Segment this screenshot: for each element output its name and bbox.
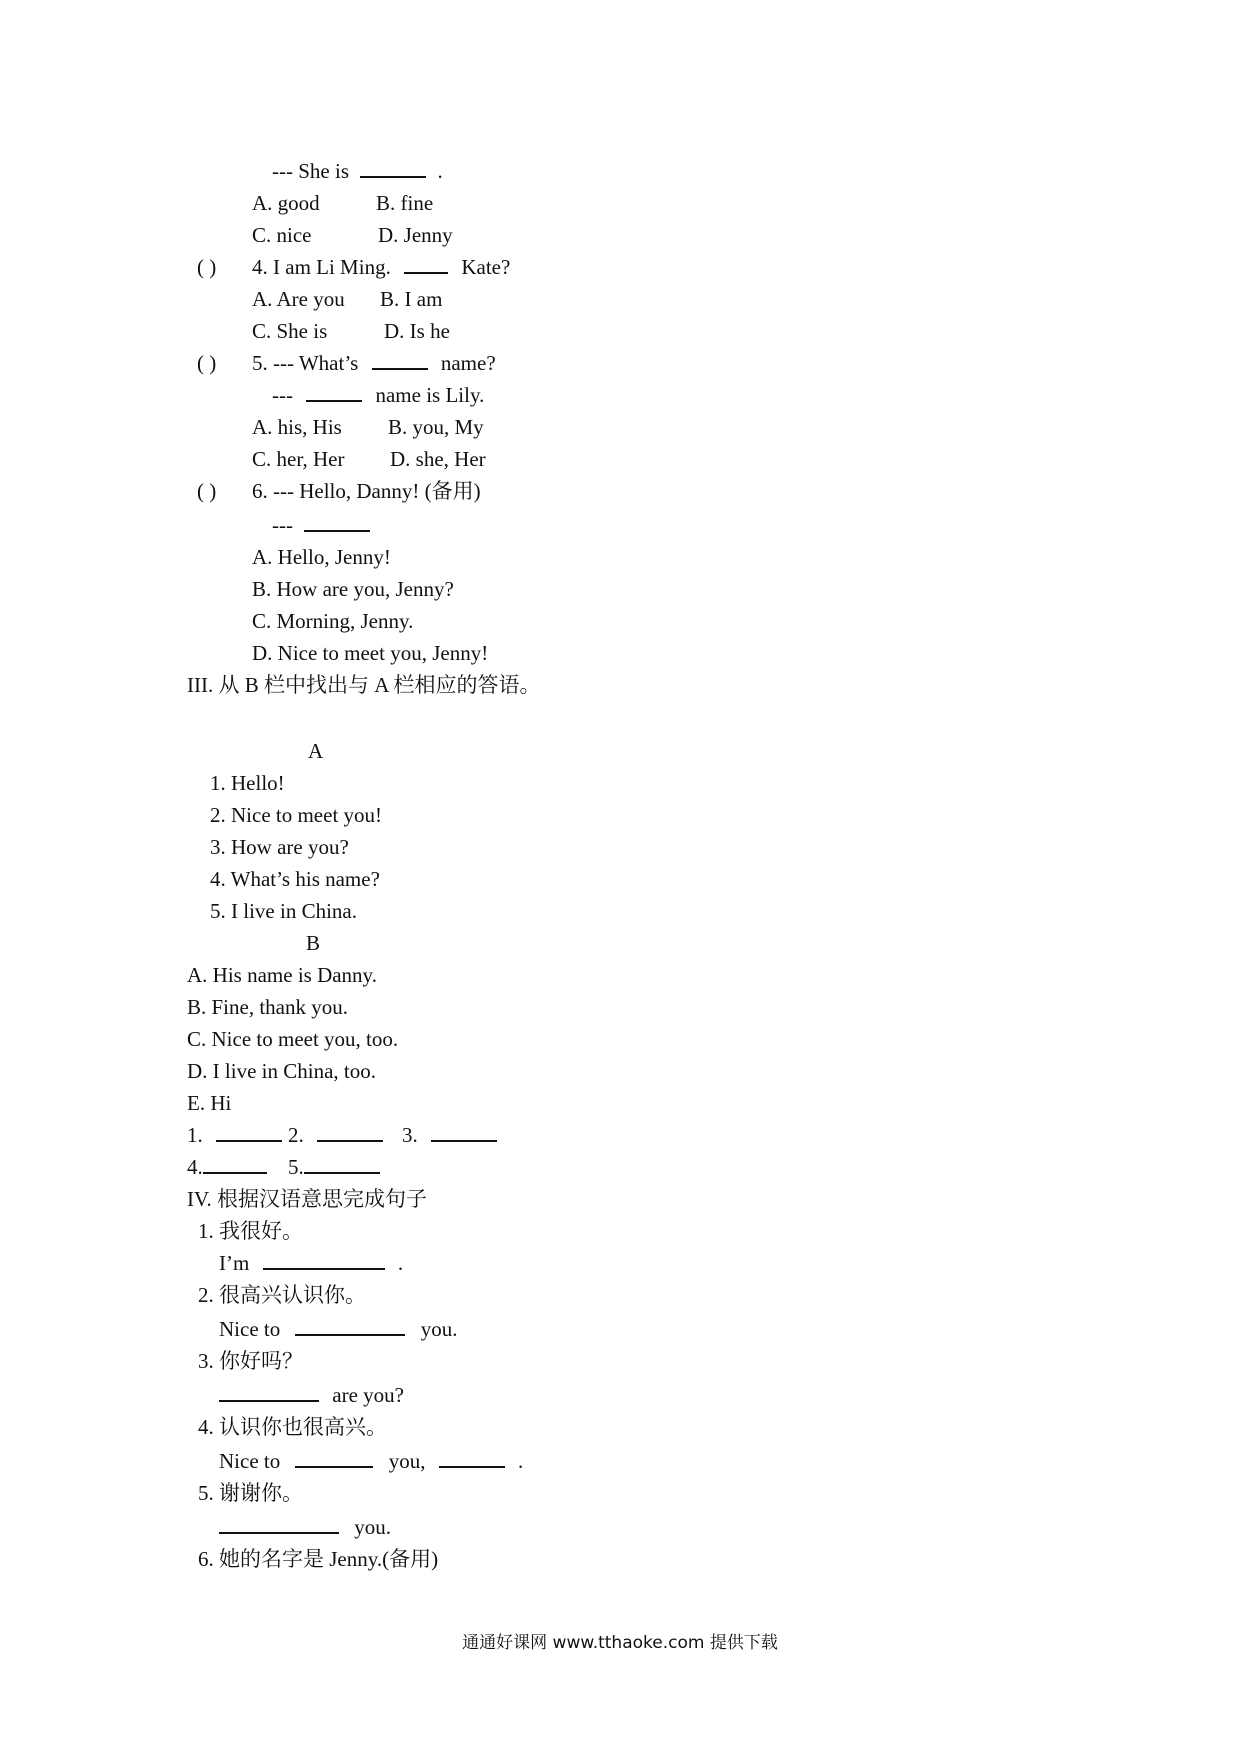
translation-sentence: Nice to you. bbox=[219, 1317, 458, 1341]
answer-blank bbox=[216, 1122, 282, 1142]
q6-option-b: B. How are you, Jenny? bbox=[252, 577, 454, 601]
column-a-item: 4. What’s his name? bbox=[210, 867, 380, 891]
q3-answer-line: --- She is . bbox=[272, 159, 443, 183]
column-b-item: E. Hi bbox=[187, 1091, 232, 1115]
answer-blank bbox=[306, 382, 362, 402]
answer-blank bbox=[263, 1250, 385, 1270]
column-b-item: A. His name is Danny. bbox=[187, 963, 377, 987]
translation-prompt: 3. 你好吗？ bbox=[198, 1349, 303, 1373]
answer-blank bbox=[372, 350, 428, 370]
column-b-item: B. Fine, thank you. bbox=[187, 995, 348, 1019]
translation-prompt: 1. 我很好。 bbox=[198, 1219, 303, 1243]
translation-prompt: 5. 谢谢你。 bbox=[198, 1481, 303, 1505]
column-b-header: B bbox=[306, 931, 321, 955]
answer-blank bbox=[295, 1448, 373, 1468]
column-a-item: 3. How are you? bbox=[210, 835, 349, 859]
column-a-header: A bbox=[308, 739, 324, 763]
q6-stem: 6. --- Hello, Danny! (备用) bbox=[252, 479, 481, 503]
answer-blank bbox=[439, 1448, 505, 1468]
page-footer: 通通好课网 www.tthaoke.com 提供下载 bbox=[462, 1633, 778, 1653]
q4-paren: ( ) bbox=[197, 255, 217, 279]
q6-option-c: C. Morning, Jenny. bbox=[252, 609, 414, 633]
match-answer-4: 4. bbox=[187, 1154, 267, 1180]
q3-option-a: A. good bbox=[252, 191, 320, 215]
answer-blank bbox=[304, 512, 370, 532]
q6-paren: ( ) bbox=[197, 479, 217, 503]
q5-option-d: D. she, Her bbox=[390, 447, 486, 471]
q5-paren: ( ) bbox=[197, 351, 217, 375]
section3-title: III. 从 B 栏中找出与 A 栏相应的答语。 bbox=[187, 673, 541, 697]
column-a-item: 5. I live in China. bbox=[210, 899, 357, 923]
q5-option-c: C. her, Her bbox=[252, 447, 345, 471]
column-a-item: 1. Hello! bbox=[210, 771, 285, 795]
q3-option-d: D. Jenny bbox=[378, 223, 453, 247]
q4-option-d: D. Is he bbox=[384, 319, 450, 343]
section4-title: IV. 根据汉语意思完成句子 bbox=[187, 1187, 427, 1211]
answer-blank bbox=[304, 1154, 380, 1174]
translation-sentence: I’m . bbox=[219, 1251, 404, 1275]
match-answer-1: 1. bbox=[187, 1122, 282, 1148]
answer-blank bbox=[431, 1122, 497, 1142]
q5-option-b: B. you, My bbox=[388, 415, 484, 439]
answer-blank bbox=[295, 1316, 405, 1336]
match-answer-2: 2. bbox=[288, 1122, 383, 1148]
q5-stem: 5. --- What’s name? bbox=[252, 351, 496, 375]
q3-option-b: B. fine bbox=[376, 191, 434, 215]
translation-sentence: you. bbox=[219, 1514, 391, 1540]
answer-blank bbox=[219, 1382, 319, 1402]
answer-blank bbox=[360, 158, 426, 178]
q3-option-c: C. nice bbox=[252, 223, 312, 247]
answer-blank bbox=[203, 1154, 267, 1174]
q4-option-b: B. I am bbox=[380, 287, 443, 311]
answer-blank bbox=[404, 254, 448, 274]
match-answer-5: 5. bbox=[288, 1154, 380, 1180]
q6-answer-line: --- bbox=[272, 512, 376, 538]
translation-prompt: 2. 很高兴认识你。 bbox=[198, 1283, 366, 1307]
q4-stem: 4. I am Li Ming. Kate? bbox=[252, 255, 511, 279]
translation-prompt: 6. 她的名字是 Jenny.(备用) bbox=[198, 1547, 439, 1571]
translation-sentence: Nice to you, . bbox=[219, 1449, 524, 1473]
column-a-item: 2. Nice to meet you! bbox=[210, 803, 383, 827]
match-answer-3: 3. bbox=[402, 1122, 497, 1148]
q4-option-a: A. Are you bbox=[252, 287, 345, 311]
q4-option-c: C. She is bbox=[252, 319, 328, 343]
translation-prompt: 4. 认识你也很高兴。 bbox=[198, 1415, 387, 1439]
answer-blank bbox=[219, 1514, 339, 1534]
translation-sentence: are you? bbox=[219, 1382, 404, 1408]
q6-option-d: D. Nice to meet you, Jenny! bbox=[252, 641, 489, 665]
q6-option-a: A. Hello, Jenny! bbox=[252, 545, 391, 569]
q5-answer-line: --- name is Lily. bbox=[272, 383, 485, 407]
column-b-item: D. I live in China, too. bbox=[187, 1059, 376, 1083]
column-b-item: C. Nice to meet you, too. bbox=[187, 1027, 399, 1051]
q5-option-a: A. his, His bbox=[252, 415, 342, 439]
answer-blank bbox=[317, 1122, 383, 1142]
